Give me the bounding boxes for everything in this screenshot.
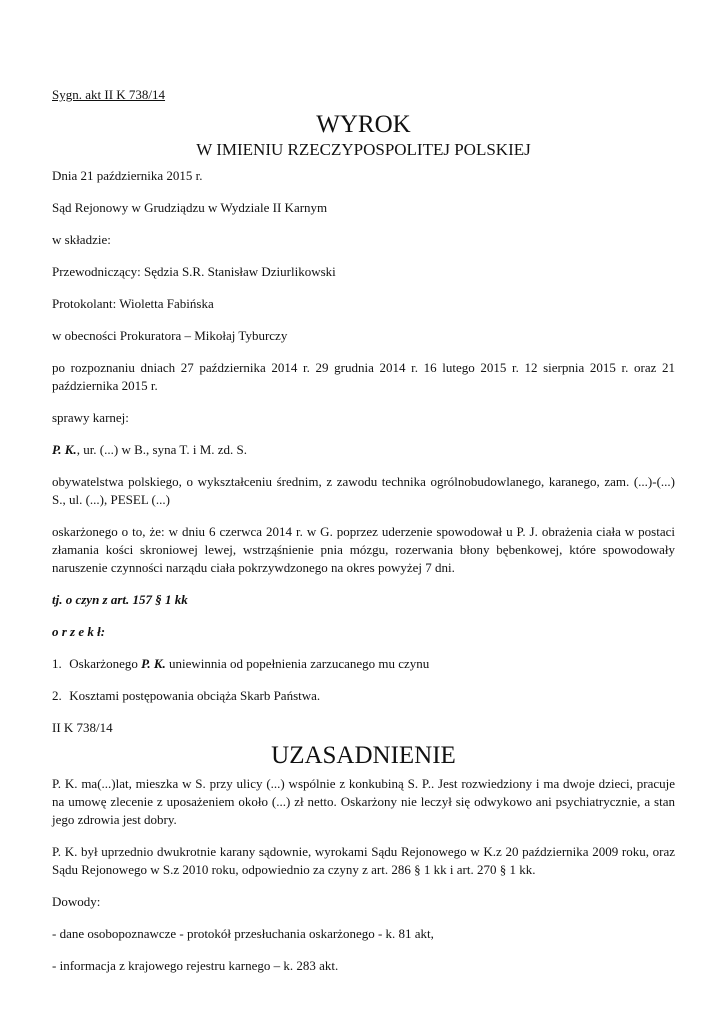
evidence-item: - informacja z krajowego rejestru karnego – k. 283 akt. — [52, 958, 339, 973]
prosecutor: w obecności Prokuratora – Mikołaj Tyburczy — [52, 328, 288, 343]
ruling-label: o r z e k ł: — [52, 624, 106, 639]
defendant-name: P. K. — [141, 656, 166, 671]
ruling-item-number: 2. — [52, 688, 62, 703]
ruling-item-1 — [52, 655, 675, 673]
charge-description: oskarżonego o to, że: w dniu 6 czerwca 2014 r. w G. poprzez uderzenie spowodował u P. J. obrażenia ciała w postaci złamania kości skroniowej lewej, wstrząśnienie pnia mózgu, rozerwania błony bębenkowej, które spowodowały naruszenie czynności narządu ciała pokrzywdzonego na okres powyżej 7 dni. — [52, 524, 675, 575]
defendant-details: , ur. (...) w B., syna T. i M. zd. S. — [76, 442, 248, 457]
hearing-dates: po rozpoznaniu dniach 27 października 2014 r. 29 grudnia 2014 r. 16 lutego 2015 r. 12 sierpnia 2015 r. oraz 21 października 2015 r. — [52, 360, 675, 393]
evidence-label: Dowody: — [52, 894, 101, 909]
defendant-name: P. K. — [52, 442, 77, 457]
ruling-item-text: Oskarżonego — [69, 656, 142, 671]
ruling-item-text: uniewinnia od popełnienia zarzucanego mu czynu — [165, 656, 430, 671]
justification-title: UZASADNIENIE — [271, 742, 456, 769]
defendant-line — [52, 441, 675, 459]
presiding-judge: Przewodniczący: Sędzia S.R. Stanisław Dziurlikowski — [52, 264, 336, 279]
ruling-item-number: 1. — [52, 656, 62, 671]
document-page — [52, 86, 675, 989]
court-clerk: Protokolant: Wioletta Fabińska — [52, 296, 214, 311]
justification-paragraph: P. K. ma(...)lat, mieszka w S. przy ulicy (...) wspólnie z konkubiną S. P.. Jest rozwiedziony i ma dwoje dzieci, pracuje na umowę zlecenie z uposażeniem około (...) zł netto. Oskarżony nie leczył się odwykowo ani psychiatrycznie, a stan jego zdrowia jest dobry. — [52, 776, 675, 827]
composition-label: w składzie: — [52, 232, 111, 247]
verdict-date: Dnia 21 października 2015 r. — [52, 168, 203, 183]
document-title: WYROK — [316, 111, 411, 138]
case-signature: Sygn. akt II K 738/14 — [52, 87, 166, 102]
legal-basis: tj. o czyn z art. 157 § 1 kk — [52, 592, 188, 607]
defendant-info: obywatelstwa polskiego, o wykształceniu średnim, z zawodu technika ogrólnobudowlanego, karanego, zam. (...)-(...) S., ul. (...), PESEL (...) — [52, 474, 675, 507]
court-name: Sąd Rejonowy w Grudziądzu w Wydziale II Karnym — [52, 200, 328, 215]
justification-case-number: II K 738/14 — [52, 720, 113, 735]
document-subtitle: W IMIENIU RZECZYPOSPOLITEJ POLSKIEJ — [196, 140, 531, 159]
evidence-item: - dane osobopoznawcze - protokół przesłuchania oskarżonego - k. 81 akt, — [52, 926, 434, 941]
case-type: sprawy karnej: — [52, 410, 129, 425]
ruling-item-text: Kosztami postępowania obciąża Skarb Państwa. — [69, 688, 321, 703]
justification-paragraph: P. K. był uprzednio dwukrotnie karany sądownie, wyrokami Sądu Rejonowego w K.z 20 października 2009 roku, oraz Sądu Rejonowego w S.z 2010 roku, odpowiednio za czyny z art. 286 § 1 kk i art. 270 § 1 kk. — [52, 844, 675, 877]
ruling-item-2 — [52, 687, 675, 705]
